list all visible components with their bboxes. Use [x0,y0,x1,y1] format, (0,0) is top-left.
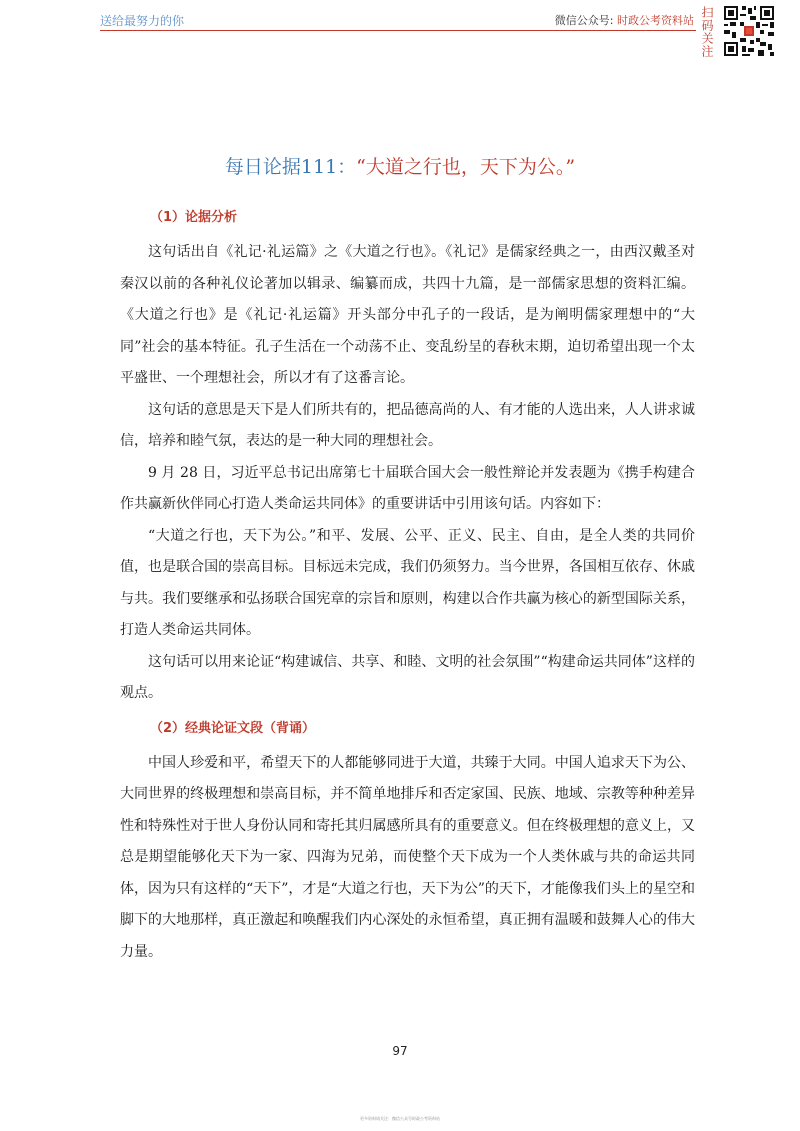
footer-note: 更多资料请关注：微信公众号时政公考资料站 [360,1116,440,1121]
wechat-account-name: 时政公考资料站 [617,14,694,27]
section-heading-classic: （2）经典论证文段（背诵） [150,720,316,736]
paragraph-speech-quote: “大道之行也，天下为公。”和平、发展、公平、正义、民主、自由，是全人类的共同价值，也是联合国的崇高目标。目标远未完成，我们仍须努力。当今世界，各国相互依存、休戚与共。我们要继承和弘扬联合国宪章的宗旨和原则，构建以合作共赢为核心的新型国际关系，打造人类命运共同体。 [120,527,695,638]
title-prefix: 每日论据111： [224,156,357,178]
wechat-label: 微信公众号: [554,14,614,27]
header-divider [100,30,696,31]
paragraph-usage: 这句话可以用来论证“构建诚信、共享、和睦、文明的社会氛围”“构建命运共同体”这样的观点。 [120,653,695,701]
paragraph-meaning: 这句话的意思是天下是人们所共有的，把品德高尚的人、有才能的人选出来，人人讲求诚信，培养和睦气氛，表达的是一种大同的理想社会。 [120,401,695,449]
page-number: 97 [392,1044,408,1058]
paragraph-classic-argument: 中国人珍爱和平，希望天下的人都能够同进于大道，共臻于大同。中国人追求天下为公、大同世界的终极理想和崇高目标，并不简单地排斥和否定家国、民族、地域、宗教等种种差异性和特殊性对于世人身份认同和寄托其归属感所具有的重要意义。但在终极理想的意义上，又总是期望能够化天下为一家、四海为兄弟，而使整个天下成为一个人类休戚与共的命运共同体，因为只有这样的“天下”，才是“大道之行也，天下为公”的天下，才能像我们头上的星空和脚下的大地那样，真正激起和唤醒我们内心深处的永恒希望，真正拥有温暖和鼓舞人心的伟大力量。 [120,754,695,960]
header-slogan: 送给最努力的你 [100,14,185,28]
section-heading-analysis: （1）论据分析 [150,210,238,225]
paragraph-context: 9 月 28 日，习近平总书记出席第七十届联合国大会一般性辩论并发表题为《携手构建合作共赢新伙伴同心打造人类命运共同体》的重要讲话中引用该句话。内容如下： [120,464,695,512]
title-quote: “大道之行也，天下为公。” [356,156,576,178]
article-body [120,205,695,968]
header-wechat [555,12,694,28]
scan-follow-label: 扫码关注 [700,6,714,58]
qr-code-icon[interactable] [722,4,776,58]
page-title [0,152,800,179]
paragraph-source: 这句话出自《礼记·礼运篇》之《大道之行也》。《礼记》是儒家经典之一，由西汉戴圣对秦汉以前的各种礼仪论著加以辑录、编纂而成，共四十九篇，是一部儒家思想的资料汇编。《大道之行也》是《礼记·礼运篇》开头部分中孔子的一段话，是为阐明儒家理想中的“大同”社会的基本特征。孔子生活在一个动荡不止、变乱纷呈的春秋末期，迫切希望出现一个太平盛世、一个理想社会，所以才有了这番言论。 [120,244,695,386]
page-header [0,0,800,60]
